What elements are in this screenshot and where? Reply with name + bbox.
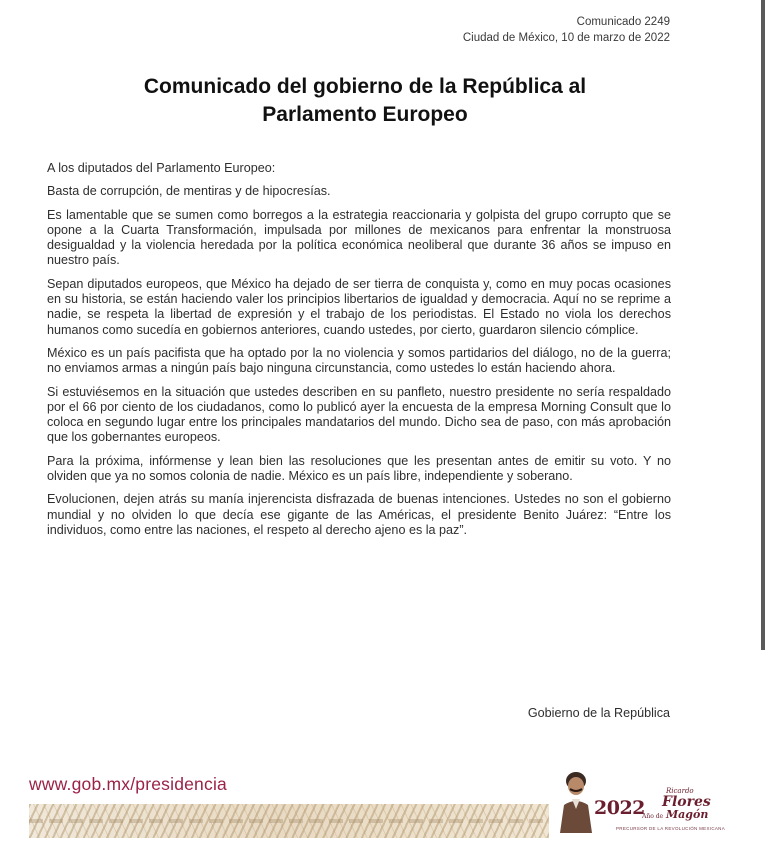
body-paragraph: Basta de corrupción, de mentiras y de hipocresías. xyxy=(47,184,331,199)
logo-tagline: PRECURSOR DE LA REVOLUCIÓN MEXICANA xyxy=(616,826,726,831)
body-paragraph: México es un país pacifista que ha optado por la no violencia y somos partidarios del diálogo, no de la guerra; no enviamos armas a ningún país bajo ninguna circunstancia, como ustedes lo están haciendo ahora. xyxy=(47,345,671,376)
body-paragraph: Si estuviésemos en la situación que ustedes describen en su panfleto, nuestro presidente no sería respaldado por el 66 por ciento de los ciudadanos, como lo publicó ayer la encuesta de la empresa Morning Consult que lo coloca en segundo lugar entre los principales mandatarios del mundo. Dicho sea de paso, con más aprobación que los gobernantes europeos. xyxy=(47,384,671,445)
body-paragraph: Evolucionen, dejen atrás su manía injerencista disfrazada de buenas intenciones. Ustedes no son el gobierno mundial y no olviden lo que decía ese gigante de las Américas, el presidente Benito Juárez: “Entre los individuos, como entre las naciones, el respeto al derecho ajeno es la paz”. xyxy=(47,492,671,537)
logo-name-magon: Magón xyxy=(666,808,709,821)
document-title xyxy=(40,73,690,129)
body-paragraph: Es lamentable que se sumen como borregos a la estrategia reaccionaria y golpista del grupo corrupto que se opone a la Cuarta Transformación, impulsada por millones de mexicanos para enfrentar la monstruosa desigualdad y la violencia heredada por la política económica neoliberal que durante 36 años se impuso en nuestro país. xyxy=(47,207,671,268)
portrait-icon xyxy=(556,769,596,833)
logo-name-flores: Flores xyxy=(662,794,711,810)
right-edge-rule xyxy=(761,0,765,650)
title-line-1: Comunicado del gobierno de la República al xyxy=(143,75,587,98)
logo-ano: Año de xyxy=(642,813,664,820)
salutation: A los diputados del Parlamento Europeo: xyxy=(47,161,276,175)
signature: Gobierno de la República xyxy=(527,706,670,720)
logo-year: 2022 xyxy=(594,797,645,819)
communique-number: Comunicado 2249 xyxy=(576,16,670,28)
flores-magon-2022-logo xyxy=(556,769,726,839)
document-header-meta xyxy=(463,14,670,46)
body-paragraph: Para la próxima, infórmense y lean bien las resoluciones que les presentan antes de emitir su voto. Y no olviden que ya no somos colonia de nadie. México es un país libre, independiente y soberano. xyxy=(47,453,671,484)
place-date: Ciudad de México, 10 de marzo de 2022 xyxy=(462,32,670,44)
body-paragraph: Sepan diputados europeos, que México ha dejado de ser tierra de conquista y, como en muy pocas ocasiones en su historia, se están haciendo valer los principios libertarios de igualdad y democracia. Aquí no se reprime a nadie, se respeta la libertad de expresión y el trabajo de los periodistas. El Estado no viola los derechos humanos como sucedía en gobiernos anteriores, cuando ustedes, por cierto, guardaron silencio cómplice. xyxy=(47,276,671,337)
title-line-2: Parlamento Europeo xyxy=(262,103,468,126)
footer-url-link[interactable]: www.gob.mx/presidencia xyxy=(29,774,227,794)
document-body xyxy=(47,161,671,546)
logo-name-small: Ricardo xyxy=(666,787,694,795)
decorative-footer-band xyxy=(29,804,549,838)
